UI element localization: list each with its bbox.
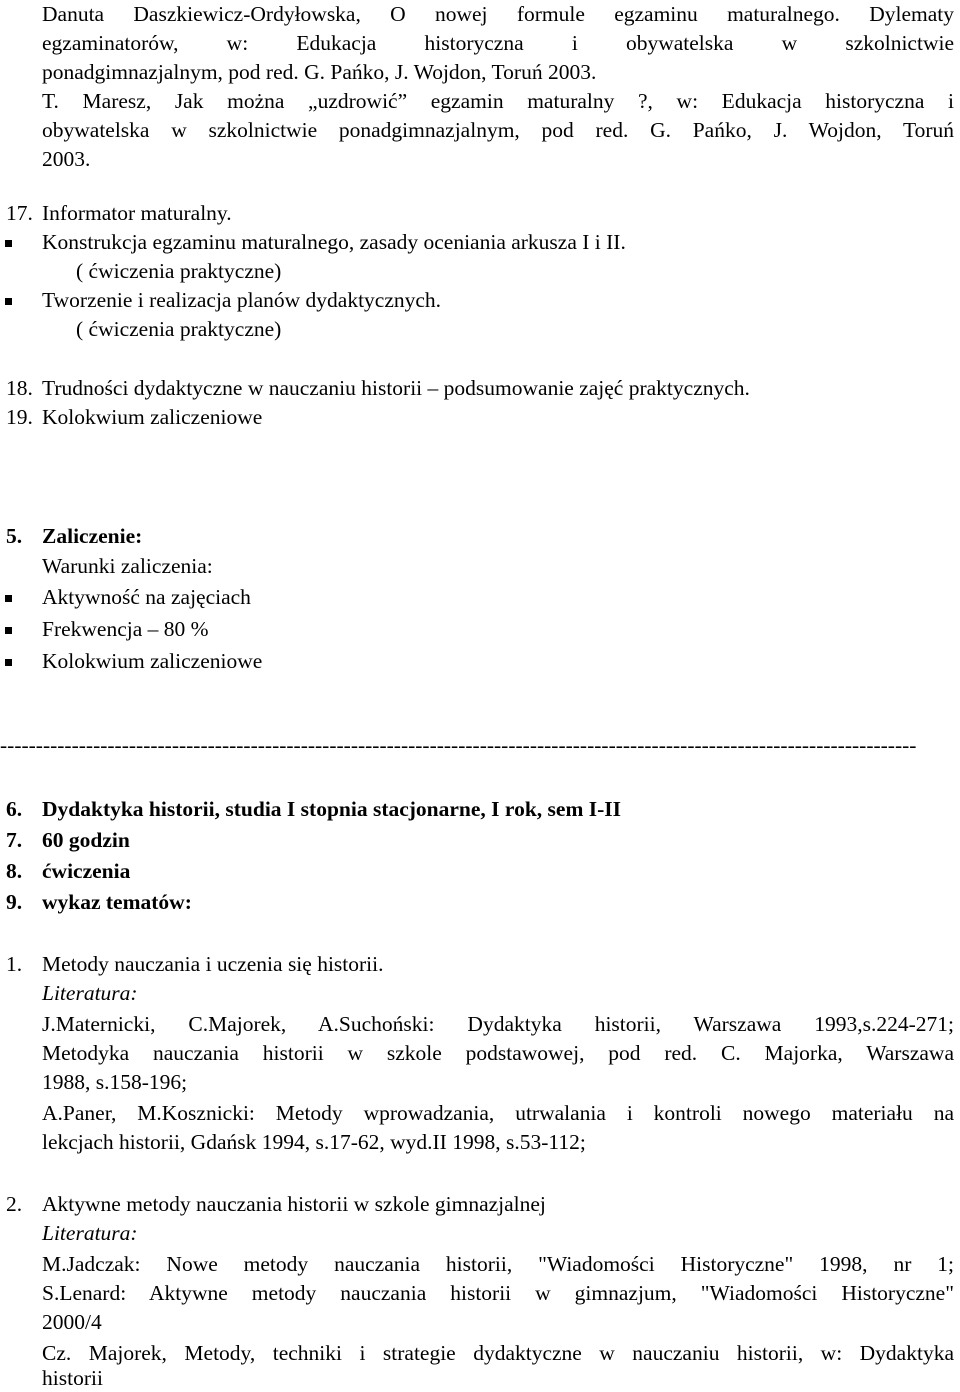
section-heading: Zaliczenie: (42, 524, 143, 548)
topic-title: Informator maturalny. (42, 201, 232, 225)
literature-line: Danuta Daszkiewicz-Ordyłowska, O nowej formule egzaminu maturalnego. Dylematy (42, 2, 954, 26)
bullet-note: ( ćwiczenia praktyczne) (76, 259, 282, 283)
topic-title: Trudności dydaktyczne w nauczaniu historii – podsumowanie zajęć praktycznych. (42, 376, 750, 400)
topic-title: Aktywne metody nauczania historii w szkole gimnazjalnej (42, 1192, 546, 1216)
literature-label: Literatura: (42, 1221, 138, 1245)
topics-heading: wykaz tematów: (42, 890, 192, 914)
field-number: 7. (6, 828, 23, 852)
conditions-label: Warunki zaliczenia: (42, 554, 213, 578)
course-name: Dydaktyka historii, studia I stopnia stacjonarne, I rok, sem I-II (42, 797, 621, 821)
bullet-square-icon (5, 240, 12, 247)
condition-item: Aktywność na zajęciach (42, 585, 251, 609)
literature-label: Literatura: (42, 981, 138, 1005)
topic-number: 18. (6, 376, 33, 400)
literature-line: 2000/4 (42, 1310, 102, 1334)
literature-line: A.Paner, M.Kosznicki: Metody wprowadzania, utrwalania i kontroli nowego materiału na (42, 1101, 954, 1125)
bullet-square-icon (5, 659, 12, 666)
literature-line: egzaminatorów, w: Edukacja historyczna i obywatelska w szkolnictwie (42, 31, 954, 55)
literature-line: historii (42, 1366, 103, 1390)
course-type: ćwiczenia (42, 859, 131, 883)
bullet-text: Konstrukcja egzaminu maturalnego, zasady oceniania arkusza I i II. (42, 230, 626, 254)
topic-number: 1. (6, 952, 23, 976)
topic-number: 2. (6, 1192, 23, 1216)
literature-line: lekcjach historii, Gdańsk 1994, s.17-62, wyd.II 1998, s.53-112; (42, 1130, 586, 1154)
section-number: 5. (6, 524, 23, 548)
literature-line: T. Maresz, Jak można „uzdrowić” egzamin maturalny ?, w: Edukacja historyczna i (42, 89, 954, 113)
literature-line: M.Jadczak: Nowe metody nauczania historii, "Wiadomości Historyczne" 1998, nr 1; (42, 1252, 954, 1276)
bullet-square-icon (5, 595, 12, 602)
literature-line: obywatelska w szkolnictwie ponadgimnazjalnym, pod red. G. Pańko, J. Wojdon, Toruń (42, 118, 954, 142)
topic-title: Kolokwium zaliczeniowe (42, 405, 263, 429)
literature-line: 1988, s.158-196; (42, 1070, 188, 1094)
condition-item: Frekwencja – 80 % (42, 617, 209, 641)
bullet-note: ( ćwiczenia praktyczne) (76, 317, 282, 341)
field-number: 9. (6, 890, 23, 914)
separator-line: -------------------------------------------------------------------------------------------------------------------------------- (0, 733, 917, 757)
topic-number: 17. (6, 201, 33, 225)
literature-line: 2003. (42, 147, 91, 171)
bullet-text: Tworzenie i realizacja planów dydaktycznych. (42, 288, 442, 312)
course-hours: 60 godzin (42, 828, 130, 852)
topic-title: Metody nauczania i uczenia się historii. (42, 952, 384, 976)
literature-line: ponadgimnazjalnym, pod red. G. Pańko, J. Wojdon, Toruń 2003. (42, 60, 597, 84)
bullet-square-icon (5, 298, 12, 305)
topic-number: 19. (6, 405, 33, 429)
field-number: 8. (6, 859, 23, 883)
literature-line: J.Maternicki, C.Majorek, A.Suchoński: Dydaktyka historii, Warszawa 1993,s.224-271; (42, 1012, 954, 1036)
field-number: 6. (6, 797, 23, 821)
literature-line: Cz. Majorek, Metody, techniki i strategie dydaktyczne w nauczaniu historii, w: Dydaktyka (42, 1341, 954, 1365)
condition-item: Kolokwium zaliczeniowe (42, 649, 263, 673)
literature-line: S.Lenard: Aktywne metody nauczania historii w gimnazjum, "Wiadomości Historyczne" (42, 1281, 954, 1305)
literature-line: Metodyka nauczania historii w szkole podstawowej, pod red. C. Majorka, Warszawa (42, 1041, 954, 1065)
bullet-square-icon (5, 627, 12, 634)
